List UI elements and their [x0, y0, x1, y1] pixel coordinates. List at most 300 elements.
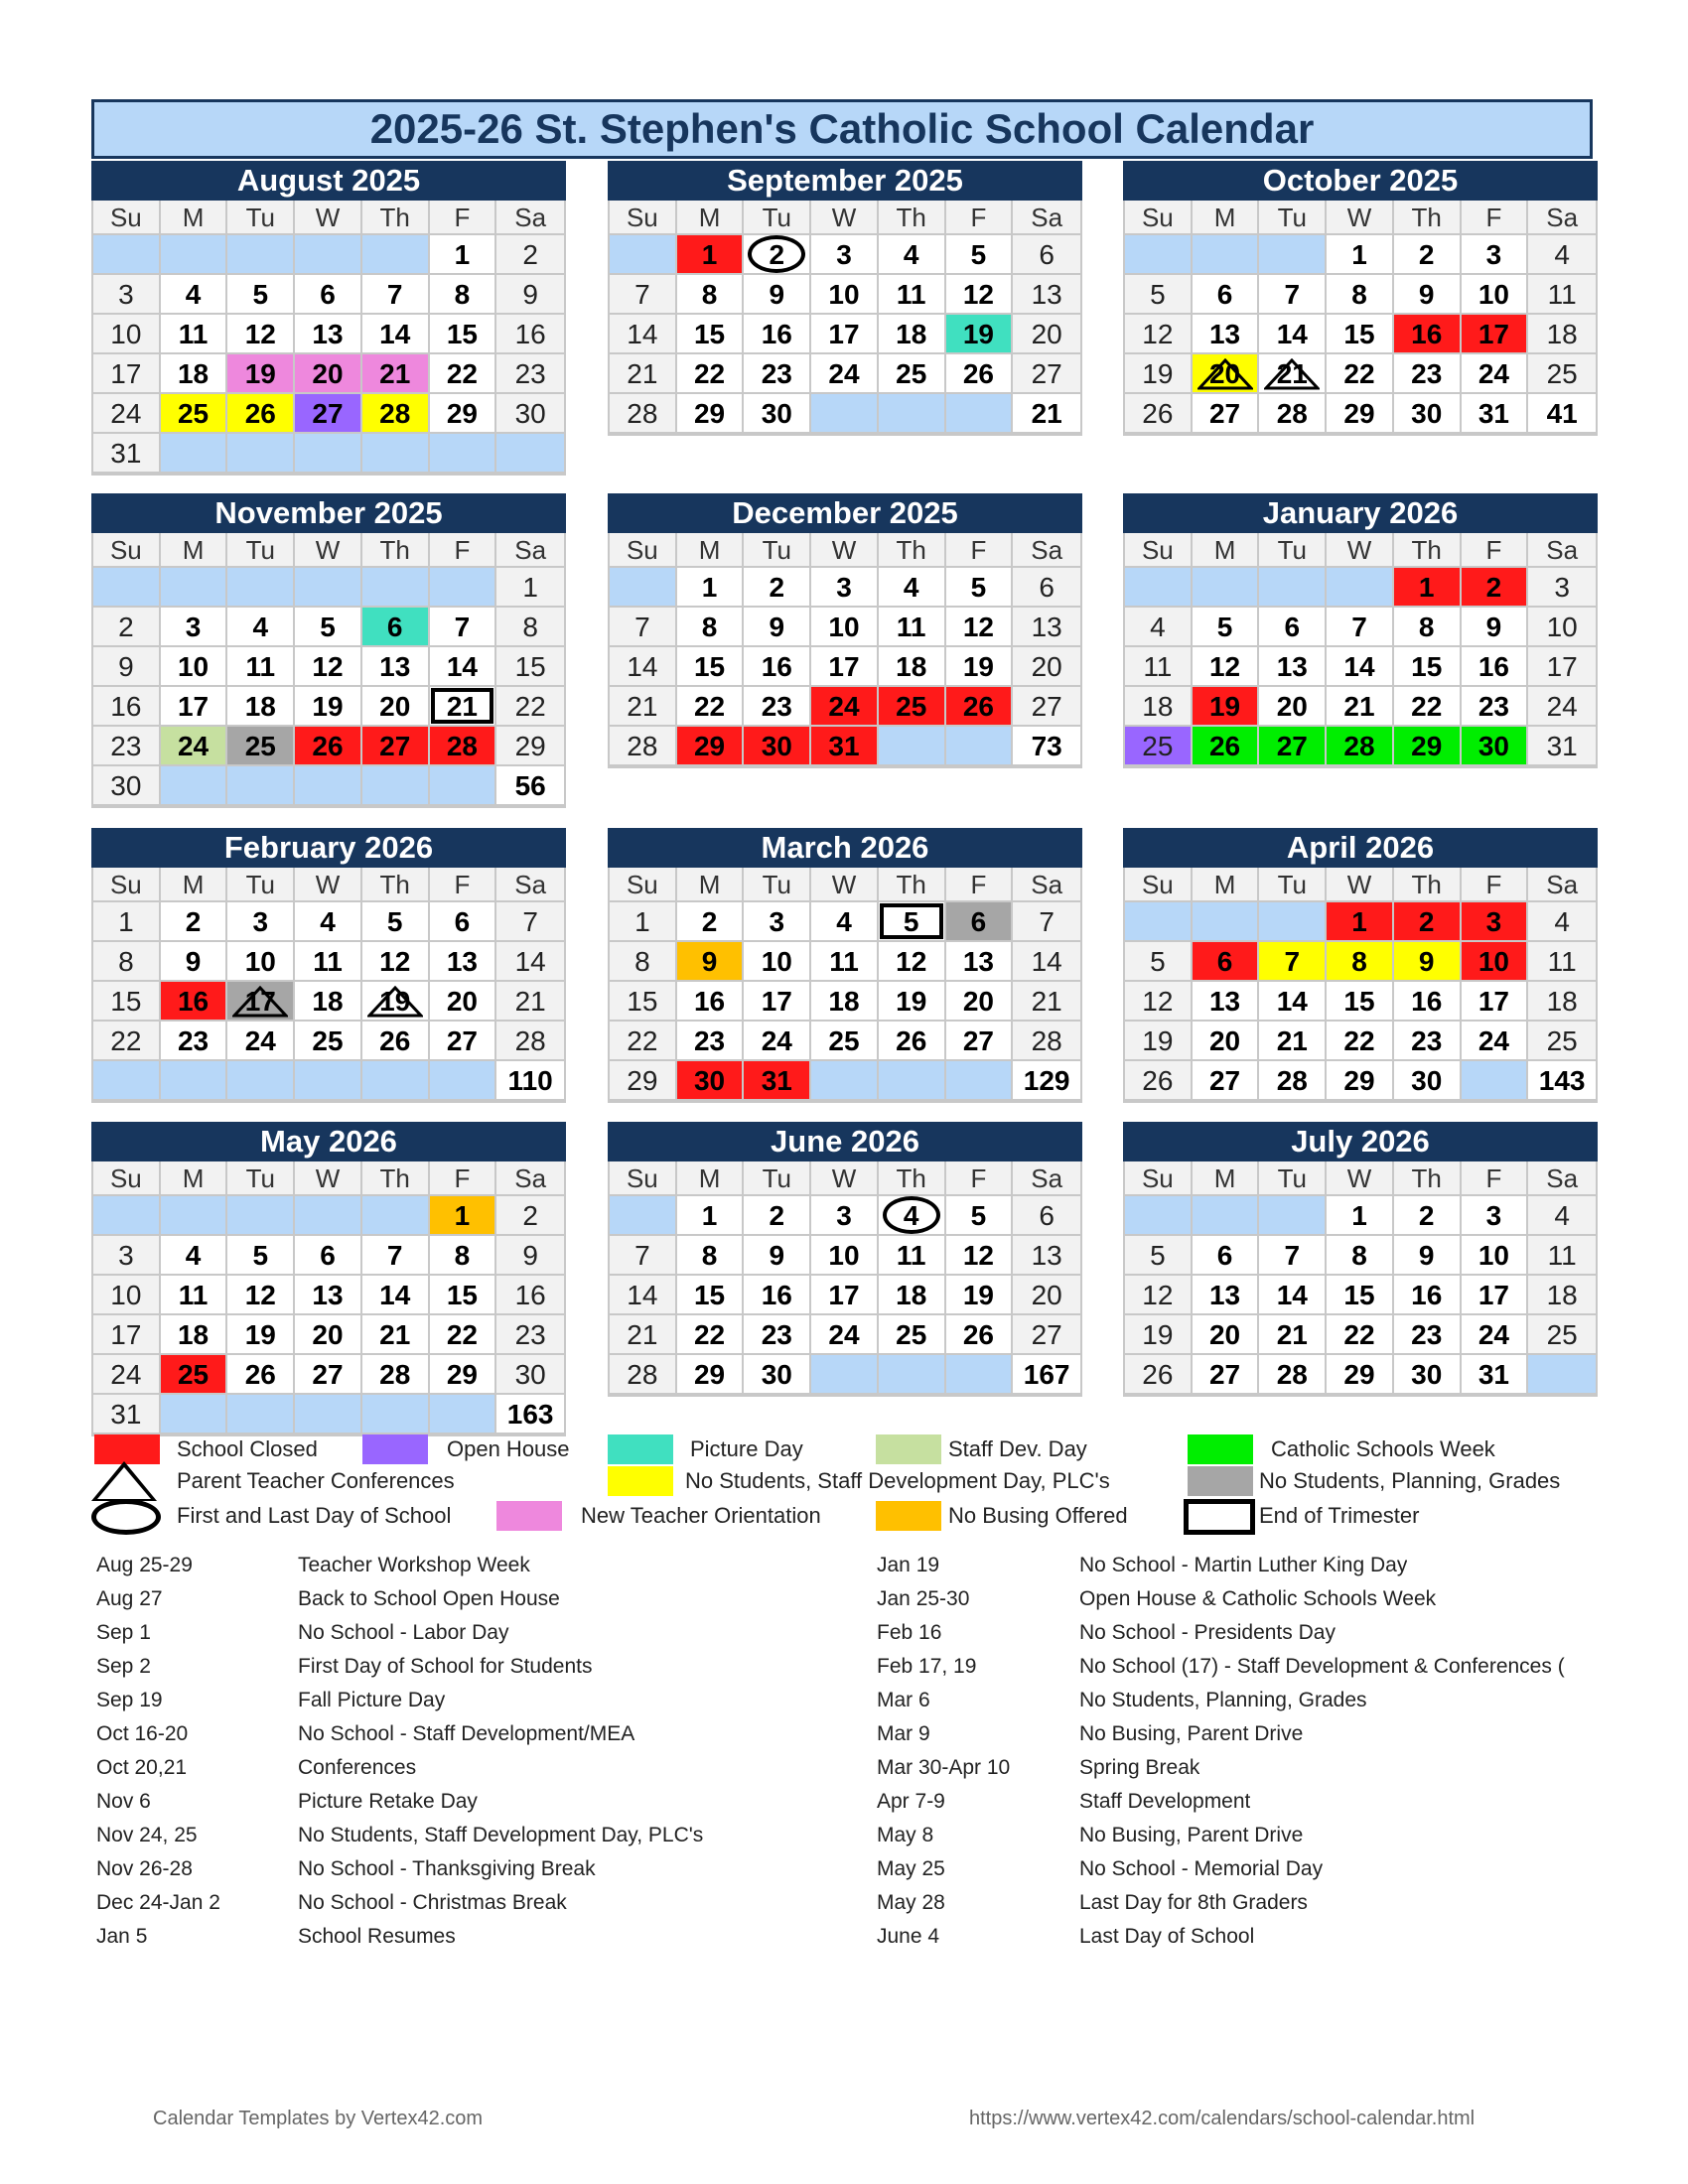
day-cell: 18: [879, 647, 946, 687]
event-description: No Students, Planning, Grades: [1079, 1689, 1367, 1711]
day-cell: 24: [161, 727, 228, 766]
empty-cell: [362, 1196, 430, 1236]
empty-cell: [227, 235, 295, 275]
empty-cell: [1259, 235, 1327, 275]
day-cell: 25: [1528, 354, 1596, 394]
day-cell: 12: [1125, 982, 1193, 1022]
day-cell: 4: [161, 275, 228, 315]
day-cell: 31: [744, 1061, 811, 1101]
day-of-week-header: W: [1327, 868, 1394, 902]
day-of-week-header: W: [1327, 201, 1394, 235]
day-cell: 5: [946, 1196, 1014, 1236]
day-of-week-header: W: [295, 868, 362, 902]
legend-label-parent-teacher-conferences: Parent Teacher Conferences: [177, 1468, 455, 1493]
day-of-week-header: Sa: [496, 868, 564, 902]
day-cell: 13: [1013, 275, 1080, 315]
day-of-week-header: F: [946, 201, 1014, 235]
empty-cell: [811, 1061, 879, 1101]
day-cell: 17: [811, 647, 879, 687]
day-cell: 19: [1125, 1315, 1193, 1355]
day-cell: 16: [1394, 982, 1462, 1022]
month-name: November 2025: [91, 493, 566, 533]
day-cell: 26: [227, 394, 295, 434]
day-cell: 20: [1193, 354, 1260, 394]
day-of-week-header: Su: [93, 533, 161, 568]
day-cell: 12: [295, 647, 362, 687]
day-cell: 1: [610, 902, 677, 942]
month-calendar: [91, 828, 566, 1103]
day-cell: 25: [161, 1355, 228, 1395]
day-cell: 9: [1462, 608, 1529, 647]
day-cell: 15: [1327, 982, 1394, 1022]
day-cell: 9: [496, 1236, 564, 1276]
day-cell: 17: [1462, 315, 1529, 354]
day-cell: 21: [1013, 982, 1080, 1022]
day-cell: 6: [1013, 235, 1080, 275]
day-cell: 19: [362, 982, 430, 1022]
day-cell: 23: [744, 687, 811, 727]
day-cell: 14: [430, 647, 497, 687]
day-of-week-header: F: [1462, 868, 1529, 902]
event-date: Dec 24-Jan 2: [96, 1891, 220, 1914]
month-calendar: [91, 1122, 566, 1436]
day-cell: 31: [811, 727, 879, 766]
empty-cell: [946, 394, 1014, 434]
month-grid: [91, 868, 566, 1103]
month-calendar: [608, 828, 1082, 1103]
day-cell: 10: [93, 315, 161, 354]
legend-label-catholic-schools-week: Catholic Schools Week: [1271, 1436, 1495, 1461]
day-cell: 4: [1528, 235, 1596, 275]
day-cell: 26: [227, 1355, 295, 1395]
event-date: Sep 1: [96, 1621, 151, 1644]
day-of-week-header: W: [811, 533, 879, 568]
empty-cell: [295, 235, 362, 275]
day-cell: 19: [1193, 687, 1260, 727]
day-cell: 10: [1462, 942, 1529, 982]
empty-cell: [1259, 1196, 1327, 1236]
legend-label-no-busing: No Busing Offered: [948, 1503, 1128, 1528]
event-description: Conferences: [298, 1756, 417, 1779]
day-cell: 16: [161, 982, 228, 1022]
day-cell: 30: [496, 1355, 564, 1395]
day-of-week-header: Sa: [496, 1161, 564, 1196]
empty-cell: [1259, 902, 1327, 942]
day-cell: 14: [362, 1276, 430, 1315]
day-cell: 6: [1013, 568, 1080, 608]
legend-label-no-students-planning: No Students, Planning, Grades: [1259, 1468, 1561, 1493]
day-cell: 14: [1259, 315, 1327, 354]
day-cell: 19: [879, 982, 946, 1022]
empty-cell: [1193, 235, 1260, 275]
legend-label-open-house: Open House: [447, 1436, 570, 1461]
day-of-week-header: Su: [610, 533, 677, 568]
day-cell: 22: [677, 687, 745, 727]
event-date: May 25: [877, 1857, 945, 1880]
day-cell: 25: [295, 1022, 362, 1061]
month-grid: [91, 201, 566, 476]
day-cell: 3: [811, 1196, 879, 1236]
day-cell: 20: [1013, 1276, 1080, 1315]
day-cell: 29: [1394, 727, 1462, 766]
day-cell: 15: [1327, 315, 1394, 354]
day-cell: 3: [93, 275, 161, 315]
day-cell: 2: [496, 1196, 564, 1236]
day-cell: 8: [1394, 608, 1462, 647]
day-cell: 11: [1528, 1236, 1596, 1276]
day-cell: 9: [496, 275, 564, 315]
event-description: No School - Labor Day: [298, 1621, 509, 1644]
day-cell: 11: [879, 1236, 946, 1276]
day-of-week-header: Tu: [227, 533, 295, 568]
day-cell: 4: [1125, 608, 1193, 647]
month-grid: [91, 533, 566, 808]
empty-cell: [161, 766, 228, 806]
day-cell: 14: [1327, 647, 1394, 687]
day-cell: 28: [430, 727, 497, 766]
empty-cell: [879, 394, 946, 434]
day-cell: 21: [610, 354, 677, 394]
day-cell: 17: [1462, 982, 1529, 1022]
day-cell: 29: [1327, 1061, 1394, 1101]
month-calendar: [608, 161, 1082, 436]
day-cell: 19: [946, 315, 1014, 354]
day-cell: 18: [1528, 315, 1596, 354]
day-cell: 9: [744, 275, 811, 315]
day-of-week-header: Th: [362, 1161, 430, 1196]
day-cell: 5: [362, 902, 430, 942]
day-cell: 16: [496, 1276, 564, 1315]
day-cell: 19: [1125, 1022, 1193, 1061]
legend-label-staff-dev-day: Staff Dev. Day: [948, 1436, 1087, 1461]
event-description: No School - Memorial Day: [1079, 1857, 1324, 1880]
day-cell: 9: [1394, 942, 1462, 982]
day-cell: 10: [811, 1236, 879, 1276]
day-of-week-header: M: [677, 1161, 745, 1196]
legend-swatch-catholic-schools-week: [1188, 1434, 1253, 1464]
school-days-total: 143: [1528, 1061, 1596, 1101]
day-cell: 30: [496, 394, 564, 434]
day-cell: 9: [93, 647, 161, 687]
day-cell: 20: [1193, 1315, 1260, 1355]
day-cell: 23: [496, 354, 564, 394]
legend-label-no-students-plc: No Students, Staff Development Day, PLC's: [685, 1468, 1110, 1493]
day-cell: 10: [811, 608, 879, 647]
event-date: Oct 16-20: [96, 1722, 189, 1745]
day-of-week-header: Tu: [744, 1161, 811, 1196]
empty-cell: [161, 1196, 228, 1236]
event-date: Nov 26-28: [96, 1857, 193, 1880]
day-cell: 28: [1259, 1061, 1327, 1101]
day-cell: 7: [1259, 942, 1327, 982]
day-cell: 6: [946, 902, 1014, 942]
month-grid: [1123, 868, 1598, 1103]
event-date: Jan 19: [877, 1554, 940, 1576]
day-cell: 23: [744, 1315, 811, 1355]
day-cell: 21: [1259, 1315, 1327, 1355]
event-description: First Day of School for Students: [298, 1655, 593, 1678]
day-of-week-header: M: [677, 533, 745, 568]
legend-label-picture-day: Picture Day: [690, 1436, 803, 1461]
day-cell: 21: [496, 982, 564, 1022]
school-days-total: 73: [1013, 727, 1080, 766]
day-cell: 9: [744, 608, 811, 647]
day-cell: 24: [1462, 1315, 1529, 1355]
day-cell: 24: [811, 1315, 879, 1355]
day-of-week-header: Tu: [744, 533, 811, 568]
event-description: Open House & Catholic Schools Week: [1079, 1587, 1437, 1610]
day-cell: 29: [610, 1061, 677, 1101]
event-date: May 28: [877, 1891, 945, 1914]
day-cell: 5: [1125, 275, 1193, 315]
day-cell: 3: [93, 1236, 161, 1276]
day-of-week-header: Sa: [1013, 1161, 1080, 1196]
day-cell: 2: [93, 608, 161, 647]
day-cell: 5: [295, 608, 362, 647]
day-cell: 26: [879, 1022, 946, 1061]
day-cell: 1: [677, 568, 745, 608]
day-cell: 30: [744, 727, 811, 766]
day-of-week-header: M: [161, 868, 228, 902]
empty-cell: [610, 568, 677, 608]
day-cell: 20: [1013, 315, 1080, 354]
day-cell: 8: [93, 942, 161, 982]
day-cell: 1: [430, 235, 497, 275]
day-cell: 31: [1462, 1355, 1529, 1395]
day-cell: 25: [1528, 1315, 1596, 1355]
empty-cell: [93, 1196, 161, 1236]
footer-left: Calendar Templates by Vertex42.com: [153, 2108, 484, 2129]
day-cell: 21: [1259, 354, 1327, 394]
empty-cell: [295, 1196, 362, 1236]
day-cell: 12: [227, 315, 295, 354]
day-cell: 29: [430, 1355, 497, 1395]
day-cell: 2: [744, 235, 811, 275]
day-cell: 12: [946, 1236, 1014, 1276]
empty-cell: [1327, 568, 1394, 608]
empty-cell: [430, 1395, 497, 1434]
day-cell: 28: [362, 1355, 430, 1395]
day-cell: 27: [1193, 1061, 1260, 1101]
day-cell: 25: [879, 354, 946, 394]
day-cell: 12: [1125, 315, 1193, 354]
legend-swatch-no-students-plc: [608, 1466, 673, 1496]
day-cell: 30: [744, 1355, 811, 1395]
empty-cell: [161, 235, 228, 275]
day-cell: 22: [430, 354, 497, 394]
day-cell: 31: [1528, 727, 1596, 766]
month-name: January 2026: [1123, 493, 1598, 533]
empty-cell: [946, 1355, 1014, 1395]
school-days-total: 163: [496, 1395, 564, 1434]
day-cell: 14: [496, 942, 564, 982]
day-cell: 29: [1327, 1355, 1394, 1395]
empty-cell: [430, 1061, 497, 1101]
day-cell: 2: [744, 1196, 811, 1236]
day-of-week-header: Su: [1125, 533, 1193, 568]
day-of-week-header: Th: [1394, 868, 1462, 902]
day-cell: 17: [811, 315, 879, 354]
empty-cell: [1528, 1355, 1596, 1395]
day-cell: 25: [227, 727, 295, 766]
day-cell: 21: [1259, 1022, 1327, 1061]
day-cell: 20: [1193, 1022, 1260, 1061]
day-of-week-header: W: [811, 201, 879, 235]
empty-cell: [93, 1061, 161, 1101]
day-cell: 29: [1327, 394, 1394, 434]
day-cell: 26: [1125, 1355, 1193, 1395]
empty-cell: [295, 766, 362, 806]
day-cell: 15: [430, 315, 497, 354]
day-of-week-header: Su: [1125, 201, 1193, 235]
day-cell: 30: [1394, 394, 1462, 434]
day-cell: 18: [161, 354, 228, 394]
day-cell: 5: [946, 235, 1014, 275]
day-cell: 20: [1013, 647, 1080, 687]
day-cell: 23: [1462, 687, 1529, 727]
empty-cell: [227, 568, 295, 608]
day-cell: 1: [677, 235, 745, 275]
day-cell: 24: [1462, 354, 1529, 394]
day-cell: 12: [879, 942, 946, 982]
event-description: School Resumes: [298, 1925, 456, 1948]
day-cell: 4: [227, 608, 295, 647]
day-cell: 24: [811, 687, 879, 727]
day-cell: 6: [1013, 1196, 1080, 1236]
day-cell: 28: [1259, 1355, 1327, 1395]
ellipse-icon: [91, 1499, 161, 1535]
day-cell: 21: [1327, 687, 1394, 727]
month-grid: [1123, 1161, 1598, 1397]
event-description: Teacher Workshop Week: [298, 1554, 530, 1576]
empty-cell: [811, 394, 879, 434]
event-description: Back to School Open House: [298, 1587, 560, 1610]
day-cell: 28: [610, 394, 677, 434]
month-grid: [608, 1161, 1082, 1397]
day-cell: 9: [1394, 1236, 1462, 1276]
day-cell: 13: [1013, 608, 1080, 647]
day-cell: 16: [744, 647, 811, 687]
day-cell: 19: [227, 1315, 295, 1355]
event-description: Fall Picture Day: [298, 1689, 446, 1711]
calendar-title: 2025-26 St. Stephen's Catholic School Calendar: [91, 99, 1593, 159]
day-cell: 11: [811, 942, 879, 982]
day-of-week-header: Sa: [1528, 533, 1596, 568]
day-cell: 4: [811, 902, 879, 942]
event-description: Last Day for 8th Graders: [1079, 1891, 1308, 1914]
day-cell: 7: [610, 1236, 677, 1276]
day-of-week-header: Sa: [1528, 868, 1596, 902]
month-name: February 2026: [91, 828, 566, 868]
event-date: Jan 5: [96, 1925, 148, 1948]
month-grid: [1123, 533, 1598, 768]
day-cell: 27: [1193, 1355, 1260, 1395]
empty-cell: [362, 568, 430, 608]
day-cell: 23: [93, 727, 161, 766]
day-cell: 20: [295, 354, 362, 394]
event-date: Sep 19: [96, 1689, 163, 1711]
day-of-week-header: W: [295, 533, 362, 568]
day-cell: 6: [430, 902, 497, 942]
day-cell: 7: [1259, 275, 1327, 315]
day-cell: 13: [1013, 1236, 1080, 1276]
day-cell: 15: [93, 982, 161, 1022]
empty-cell: [161, 568, 228, 608]
month-name: August 2025: [91, 161, 566, 201]
day-cell: 14: [610, 315, 677, 354]
day-of-week-header: W: [1327, 533, 1394, 568]
day-of-week-header: Th: [879, 868, 946, 902]
school-days-total: 56: [496, 766, 564, 806]
day-of-week-header: W: [1327, 1161, 1394, 1196]
event-description: No School - Presidents Day: [1079, 1621, 1336, 1644]
day-cell: 7: [610, 275, 677, 315]
day-cell: 13: [295, 315, 362, 354]
empty-cell: [610, 235, 677, 275]
month-name: March 2026: [608, 828, 1082, 868]
day-of-week-header: Sa: [1013, 868, 1080, 902]
day-cell: 19: [295, 687, 362, 727]
day-of-week-header: Th: [1394, 533, 1462, 568]
day-of-week-header: F: [946, 533, 1014, 568]
day-of-week-header: Su: [93, 1161, 161, 1196]
day-of-week-header: F: [1462, 533, 1529, 568]
month-calendar: [91, 161, 566, 476]
day-of-week-header: Tu: [1259, 1161, 1327, 1196]
day-cell: 14: [1259, 1276, 1327, 1315]
day-cell: 9: [1394, 275, 1462, 315]
month-name: May 2026: [91, 1122, 566, 1161]
day-cell: 1: [1327, 902, 1394, 942]
day-cell: 16: [1394, 315, 1462, 354]
empty-cell: [362, 1395, 430, 1434]
day-cell: 18: [295, 982, 362, 1022]
day-cell: 7: [430, 608, 497, 647]
day-cell: 18: [879, 1276, 946, 1315]
day-of-week-header: Su: [610, 201, 677, 235]
day-cell: 16: [677, 982, 745, 1022]
day-cell: 3: [811, 568, 879, 608]
day-cell: 25: [879, 1315, 946, 1355]
day-cell: 29: [677, 1355, 745, 1395]
legend-swatch-no-busing: [876, 1501, 941, 1531]
day-cell: 10: [1462, 1236, 1529, 1276]
day-cell: 23: [161, 1022, 228, 1061]
day-cell: 3: [161, 608, 228, 647]
day-of-week-header: Tu: [1259, 533, 1327, 568]
empty-cell: [93, 235, 161, 275]
day-cell: 27: [1013, 687, 1080, 727]
day-cell: 7: [1259, 1236, 1327, 1276]
day-cell: 3: [1462, 1196, 1529, 1236]
day-cell: 14: [1013, 942, 1080, 982]
month-grid: [608, 533, 1082, 768]
day-cell: 8: [430, 275, 497, 315]
day-cell: 21: [362, 354, 430, 394]
day-cell: 17: [161, 687, 228, 727]
day-cell: 11: [161, 1276, 228, 1315]
day-cell: 8: [677, 1236, 745, 1276]
day-cell: 19: [946, 647, 1014, 687]
day-of-week-header: W: [811, 1161, 879, 1196]
day-of-week-header: Th: [879, 533, 946, 568]
month-calendar: [1123, 828, 1598, 1103]
day-cell: 8: [430, 1236, 497, 1276]
day-cell: 27: [946, 1022, 1014, 1061]
day-cell: 17: [744, 982, 811, 1022]
event-description: No Students, Staff Development Day, PLC's: [298, 1824, 704, 1846]
day-cell: 28: [610, 727, 677, 766]
